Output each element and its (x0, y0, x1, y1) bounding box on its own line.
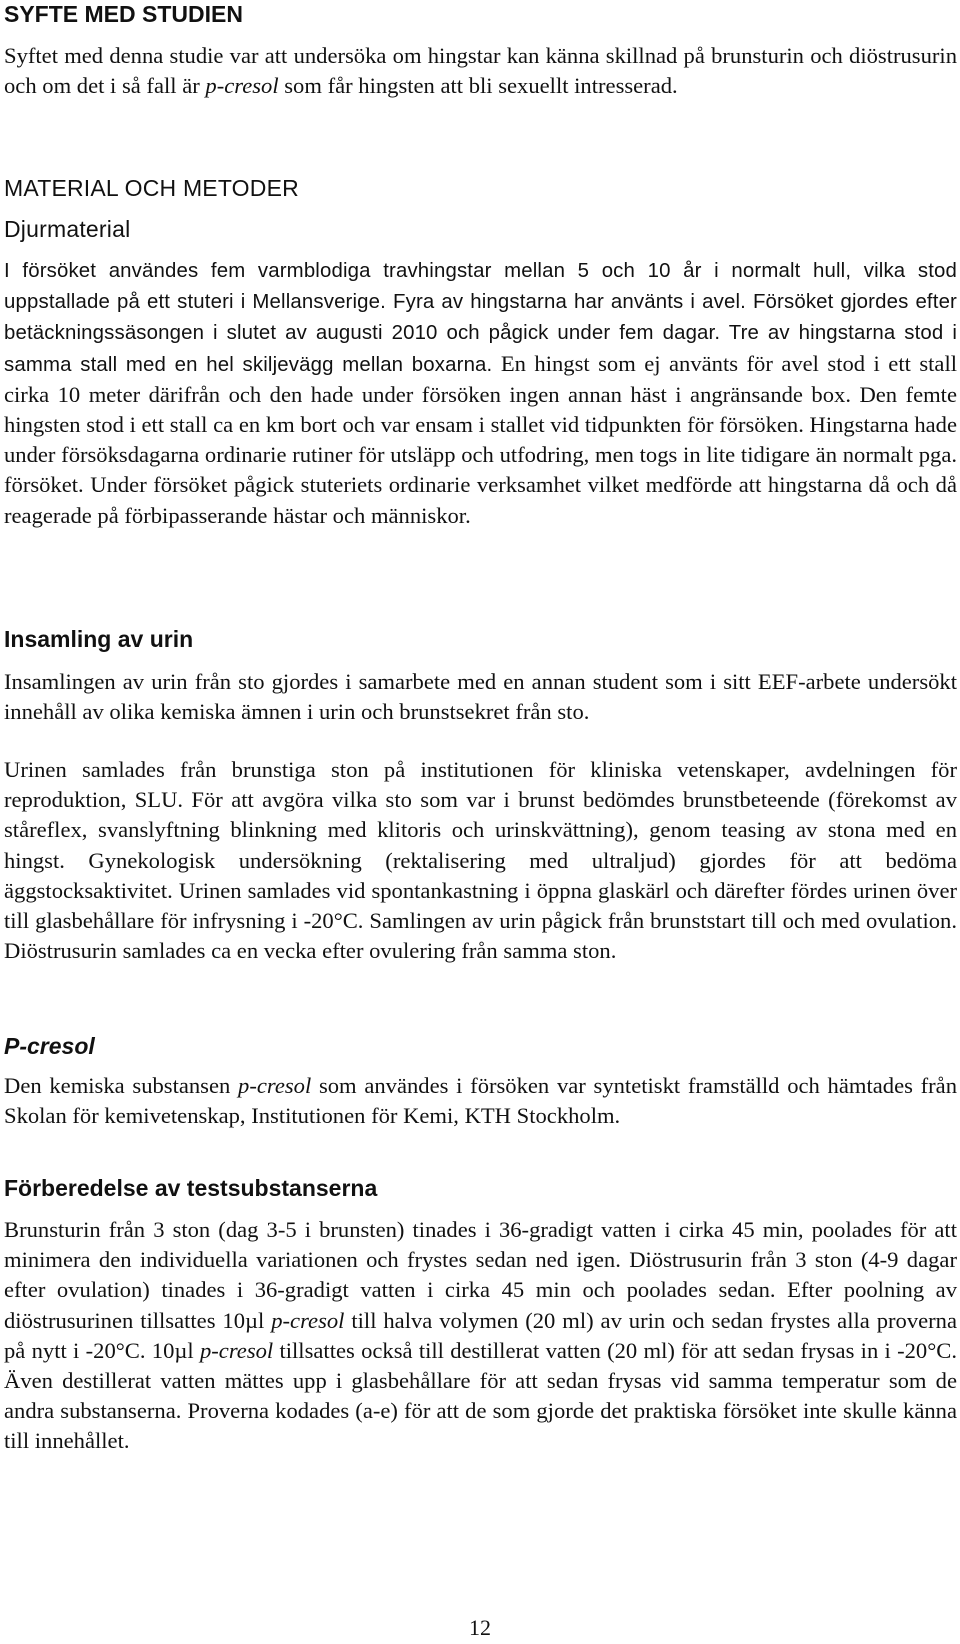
paragraph-syfte (4, 41, 957, 101)
paragraph-forberedelse-italic-2: p-cresol (199, 1337, 274, 1363)
paragraph-insamling-2: Urinen samlades från brunstiga ston på institutionen för kliniska vetenskaper, avdelningen för reproduktion, SLU. För att avgöra vilka sto som var i brunst bedömdes brunstbeteende (förekomst av ståreflex, svanslyftning blinkning med klitoris och urinskvättning), genom teasing av stona med en hingst. Gynekologisk undersökning (rektalisering med ultraljud) gjordes för att bedöma äggstocksaktivitet. Urinen samlades vid spontankastning i öppna glaskärl och därefter fördes urinen över till glasbehållare för infrysning i -20°C. Samlingen av urin pågick från brunststart till och med ovulation. Diöstrusurin samlades ca en vecka efter ovulering från samma ston. (4, 757, 957, 964)
paragraph-forberedelse-text-a: Brunsturin från 3 ston (dag 3-5 i brunsten) tinades i 36-gradigt vatten i cirka 45 min, poolades för att minimera den individuella variationen och frystes sedan ned igen. Diöstrusurin från 3 ston (4-9 dagar efter ovulation) tinades i 36-gradigt vatten i cirka 45 min och poolades sedan. Efter poolning av diöstrusurinen tillsattes 10µl (4, 1217, 957, 1333)
paragraph-forberedelse-text-b: till halva volymen (20 ml) av urin och sedan frystes alla proverna på nytt i -20°C. 10µl (4, 1307, 957, 1363)
paragraph-p-cresol (4, 1071, 957, 1131)
heading-material-och-metoder: MATERIAL OCH METODER (4, 175, 299, 201)
paragraph-p-cresol-text-b: som användes i försöken var syntetiskt framställd och hämtades från Skolan för kemivetenskap, Institutionen för Kemi, KTH Stockholm. (4, 1073, 957, 1129)
paragraph-p-cresol-italic: p-cresol (238, 1073, 312, 1098)
paragraph-syfte-italic: p-cresol (205, 73, 279, 99)
paragraph-forberedelse-italic-1: p-cresol (271, 1307, 345, 1333)
paragraph-djurmaterial-sans: I försöket användes fem varmblodiga travhingstar mellan 5 och 10 år i normalt hull, vilka stod uppstallade på ett stuteri i Mellansverige. Fyra av hingstarna har använts i avel. Försöket gjordes efter betäckningssäsongen i slutet av augusti 2010 och pågick under fem dagar. Tre av hingstarna stod i samma stall med en hel skiljevägg mellan boxarna. (4, 260, 957, 376)
paragraph-p-cresol-text-a: Den kemiska substansen (4, 1073, 239, 1098)
paragraph-forberedelse (4, 1215, 957, 1457)
paragraph-djurmaterial (4, 255, 957, 531)
paragraph-djurmaterial-serif: En hingst som ej använts för avel stod i ett stall cirka 10 meter därifrån och den hade under försöken ingen annan häst i angränsande box. Den femte hingsten stod i ett stall ca en km bort och var ensam i stallet vid tidpunkten för försöken. Hingstarna hade under försöksdagarna ordinarie rutiner för utsläpp och utfodring, men togs in lite tidigare än normalt pga. försöket. Under försöket pågick stuteriets ordinarie verksamhet vilket medförde att hingstarna då och då reagerade på förbipasserande hästar och människor. (4, 350, 957, 528)
paragraph-syfte-text-a: Syftet med denna studie var att undersöka om hingstar kan känna skillnad på brunsturin och diöstrusurin och om det i så fall är (4, 43, 957, 99)
page-number: 12 (469, 1615, 491, 1640)
heading-insamling: Insamling av urin (4, 626, 194, 652)
heading-syfte: SYFTE MED STUDIEN (4, 1, 243, 27)
paragraph-insamling-1: Insamlingen av urin från sto gjordes i samarbete med en annan student som i sitt EEF-arbete undersökt innehåll av olika kemiska ämnen i urin och brunstsekret från sto. (4, 669, 957, 725)
paragraph-forberedelse-text-c: tillsattes också till destillerat vatten (20 ml) för att sedan frysas in i -20°C. Även destillerat vatten mättes upp i glasbehållare för att sedan frysas vid samma temperatur som de andra substanserna. Proverna kodades (a-e) för att de som gjorde det praktiska försöket inte skulle känna till innehållet. (4, 1337, 957, 1454)
subheading-djurmaterial: Djurmaterial (4, 216, 131, 242)
heading-p-cresol: P-cresol (4, 1033, 95, 1059)
paragraph-syfte-text-b: som får hingsten att bli sexuellt intresserad. (278, 73, 678, 99)
heading-forberedelse: Förberedelse av testsubstanserna (4, 1175, 378, 1201)
